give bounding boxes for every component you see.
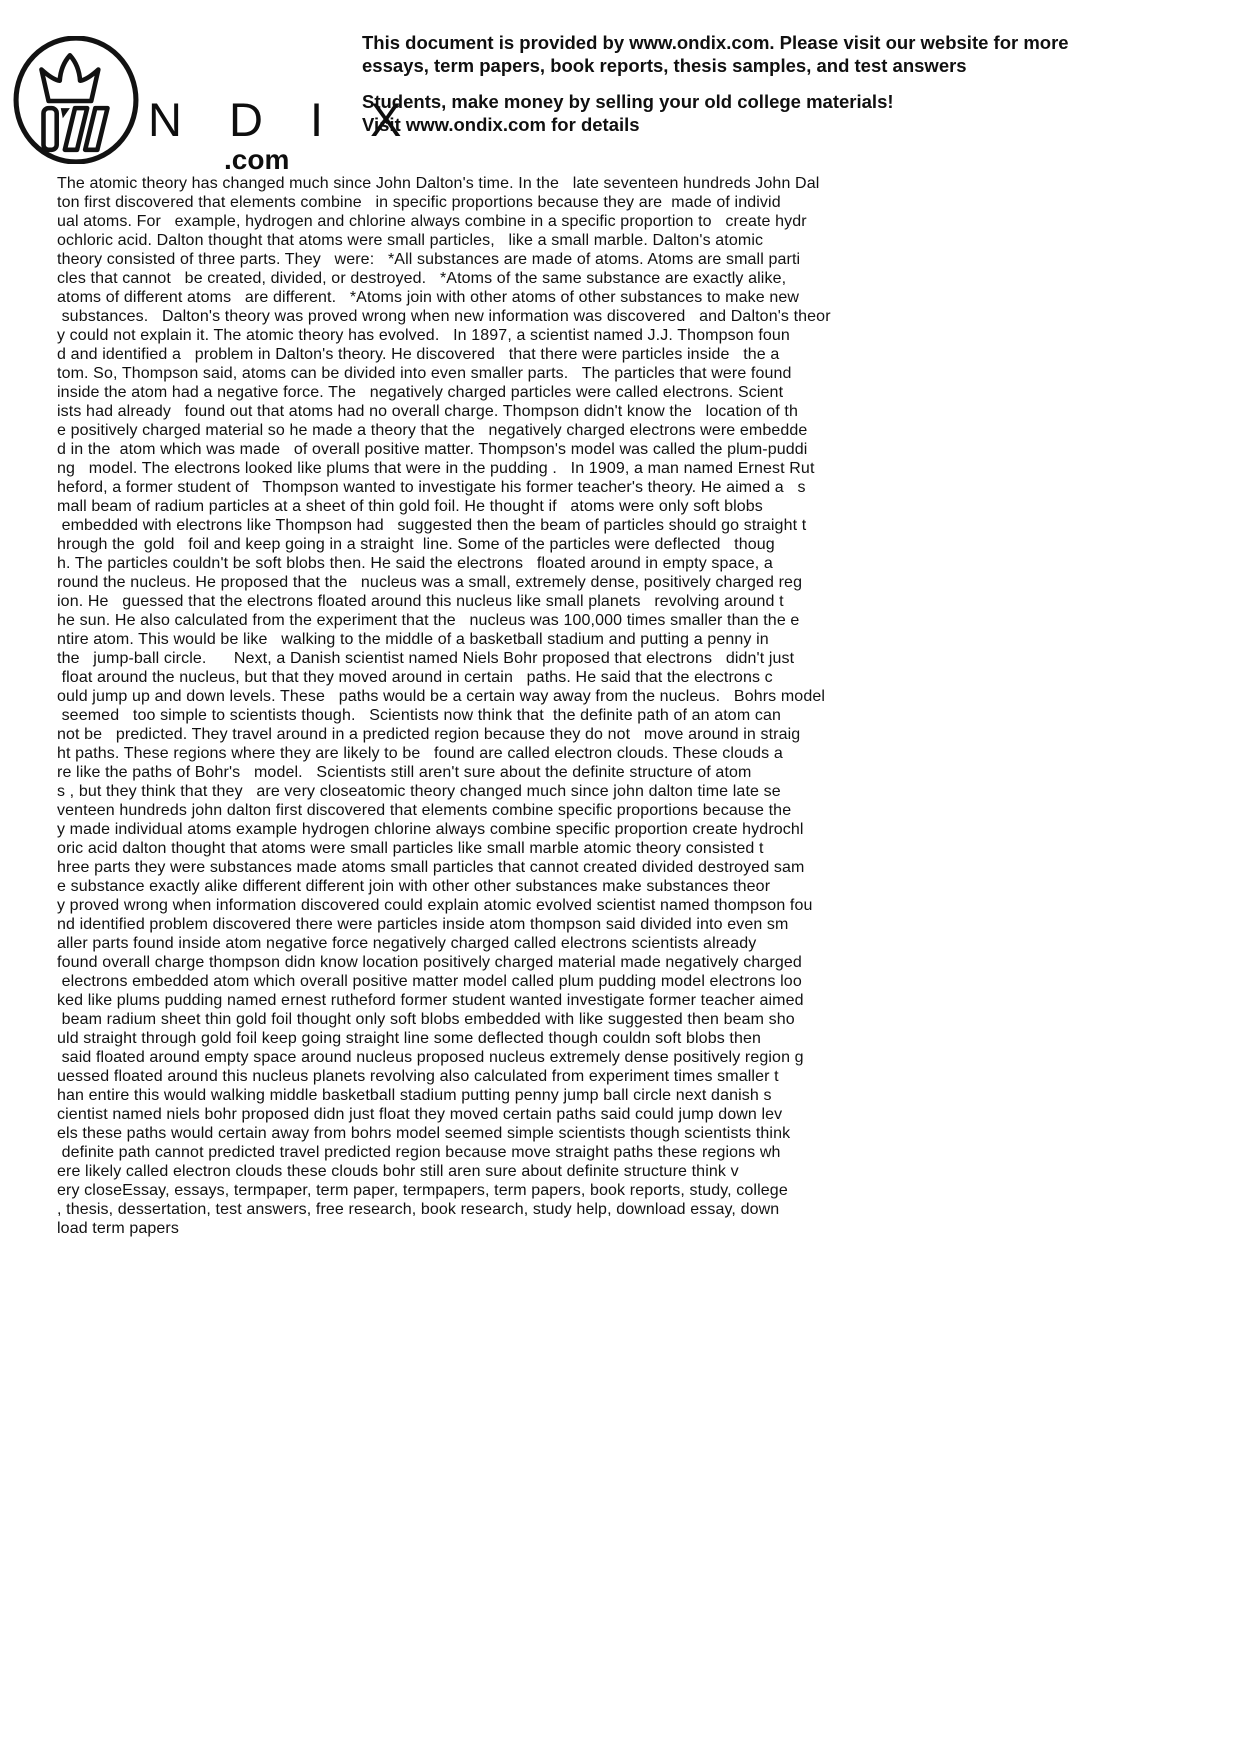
document-text-line: round the nucleus. He proposed that the nucleus was a small, extremely dense, positively charged reg (57, 574, 803, 591)
document-text-line: y made individual atoms example hydrogen chlorine always combine specific proportion create hydrochl (57, 821, 804, 838)
promo-text-line1: Students, make money by selling your old college materials! (362, 91, 894, 112)
document-text-line: found overall charge thompson didn know location positively charged material made negatively charged (57, 954, 802, 971)
document-text-line: ere likely called electron clouds these clouds bohr still aren sure about definite structure think v (57, 1163, 739, 1180)
document-text-line: venteen hundreds john dalton first discovered that elements combine specific proportions because the (57, 802, 792, 819)
document-text-line: embedded with electrons like Thompson had suggested then the beam of particles should go straight t (57, 517, 807, 534)
document-text-line: d in the atom which was made of overall positive matter. Thompson's model was called the plum-puddi (57, 441, 808, 458)
document-text-line: uessed floated around this nucleus planets revolving also calculated from experiment times smaller t (57, 1068, 779, 1085)
document-text-line: e positively charged material so he made a theory that the negatively charged electrons were embedde (57, 422, 808, 439)
document-text-line: re like the paths of Bohr's model. Scientists still aren't sure about the definite structure of atom (57, 764, 752, 781)
document-text-line: definite path cannot predicted travel predicted region because move straight paths these regions wh (57, 1144, 781, 1161)
document-text-line: , thesis, dessertation, test answers, free research, book research, study help, download essay, down (57, 1201, 780, 1218)
document-text-line: cientist named niels bohr proposed didn just float they moved certain paths said could jump down lev (57, 1106, 783, 1123)
document-text-line: load term papers (57, 1220, 179, 1237)
document-text-line: seemed too simple to scientists though. Scientists now think that the definite path of an atom can (57, 707, 781, 724)
document-text-line: ual atoms. For example, hydrogen and chlorine always combine in a specific proportion to create hydr (57, 213, 807, 230)
document-text-line: said floated around empty space around nucleus proposed nucleus extremely dense positively region g (57, 1049, 804, 1066)
document-text-line: atoms of different atoms are different. *Atoms join with other atoms of other substances to make new (57, 289, 800, 306)
document-text-line: y could not explain it. The atomic theory has evolved. In 1897, a scientist named J.J. Thompson foun (57, 327, 790, 344)
document-text-line: d and identified a problem in Dalton's theory. He discovered that there were particles inside the a (57, 346, 780, 363)
document-text-line: inside the atom had a negative force. The negatively charged particles were called electrons. Scient (57, 384, 784, 401)
document-text-line: e substance exactly alike different different join with other other substances make substances theor (57, 878, 771, 895)
document-text-line: The atomic theory has changed much since John Dalton's time. In the late seventeen hundreds John Dal (57, 175, 820, 192)
document-text-line: h. The particles couldn't be soft blobs then. He said the electrons floated around in empty space, a (57, 555, 773, 572)
document-text-line: ked like plums pudding named ernest rutheford former student wanted investigate former teacher aimed (57, 992, 804, 1009)
document-text-line: els these paths would certain away from bohrs model seemed simple scientists though scientists think (57, 1125, 791, 1142)
document-text-line: mall beam of radium particles at a sheet of thin gold foil. He thought if atoms were only soft blobs (57, 498, 763, 515)
document-text-line: ochloric acid. Dalton thought that atoms were small particles, like a small marble. Dalton's atomic (57, 232, 764, 249)
document-text-line: nd identified problem discovered there were particles inside atom thompson said divided into even sm (57, 916, 789, 933)
document-text-line: ion. He guessed that the electrons floated around this nucleus like small planets revolving around t (57, 593, 784, 610)
document-text-line: hrough the gold foil and keep going in a straight line. Some of the particles were deflected thoug (57, 536, 775, 553)
ondix-logo (12, 36, 419, 175)
brand-name-text: N D I X (148, 93, 419, 146)
document-text-line: substances. Dalton's theory was proved wrong when new information was discovered and Dalton's theor (57, 308, 831, 325)
document-text-line: tom. So, Thompson said, atoms can be divided into even smaller parts. The particles that were found (57, 365, 792, 382)
promo-text-line2: Visit www.ondix.com for details (362, 113, 640, 135)
brand-domain-suffix: .com (224, 144, 290, 175)
document-text-line: oric acid dalton thought that atoms were small particles like small marble atomic theory consisted t (57, 840, 764, 857)
document-text-line: han entire this would walking middle basketball stadium putting penny jump ball circle next danish s (57, 1087, 772, 1104)
document-text-line: he sun. He also calculated from the experiment that the nucleus was 100,000 times smaller than the e (57, 612, 800, 629)
document-text-line: ery closeEssay, essays, termpaper, term paper, termpapers, term papers, book reports, study, college (57, 1182, 788, 1199)
document-text-line: hree parts they were substances made atoms small particles that cannot created divided destroyed sam (57, 859, 805, 876)
document-text-line: beam radium sheet thin gold foil thought only soft blobs embedded with like suggested then beam sho (57, 1011, 795, 1028)
document-text-line: aller parts found inside atom negative force negatively charged called electrons scientists already (57, 935, 757, 952)
provider-notice (362, 32, 1132, 136)
document-text-line: heford, a former student of Thompson wanted to investigate his former teacher's theory. He aimed a s (57, 479, 806, 496)
document-text-line: ht paths. These regions where they are likely to be found are called electron clouds. These clouds a (57, 745, 783, 762)
promo-text (362, 91, 1132, 136)
crown-slashes-circle-icon (12, 36, 140, 164)
document-text-line: not be predicted. They travel around in a predicted region because they do not move around in straig (57, 726, 801, 743)
provider-notice-line: This document is provided by www.ondix.com. Please visit our website for more essays, term papers, book reports, thesis samples, and test answers (362, 32, 1069, 76)
document-text-line: ntire atom. This would be like walking to the middle of a basketball stadium and putting a penny in (57, 631, 769, 648)
document-text-line: uld straight through gold foil keep going straight line some deflected though couldn soft blobs then (57, 1030, 762, 1047)
document-text-line: cles that cannot be created, divided, or destroyed. *Atoms of the same substance are exactly alike, (57, 270, 787, 287)
document-text-line: s , but they think that they are very closeatomic theory changed much since john dalton time late se (57, 783, 781, 800)
document-text-line: ists had already found out that atoms had no overall charge. Thompson didn't know the location of th (57, 403, 799, 420)
essay-body-text (57, 174, 997, 1238)
document-text-line: ould jump up and down levels. These paths would be a certain way away from the nucleus. Bohrs model (57, 688, 826, 705)
document-text-line: the jump-ball circle. Next, a Danish scientist named Niels Bohr proposed that electrons didn't just (57, 650, 795, 667)
document-text-line: electrons embedded atom which overall positive matter model called plum pudding model electrons loo (57, 973, 802, 990)
document-text-line: y proved wrong when information discovered could explain atomic evolved scientist named thompson fou (57, 897, 813, 914)
document-text-line: float around the nucleus, but that they moved around in certain paths. He said that the electrons c (57, 669, 773, 686)
document-text-line: theory consisted of three parts. They were: *All substances are made of atoms. Atoms are small parti (57, 251, 801, 268)
document-text-line: ng model. The electrons looked like plums that were in the pudding . In 1909, a man named Ernest Rut (57, 460, 815, 477)
document-text-line: ton first discovered that elements combine in specific proportions because they are made of individ (57, 194, 781, 211)
